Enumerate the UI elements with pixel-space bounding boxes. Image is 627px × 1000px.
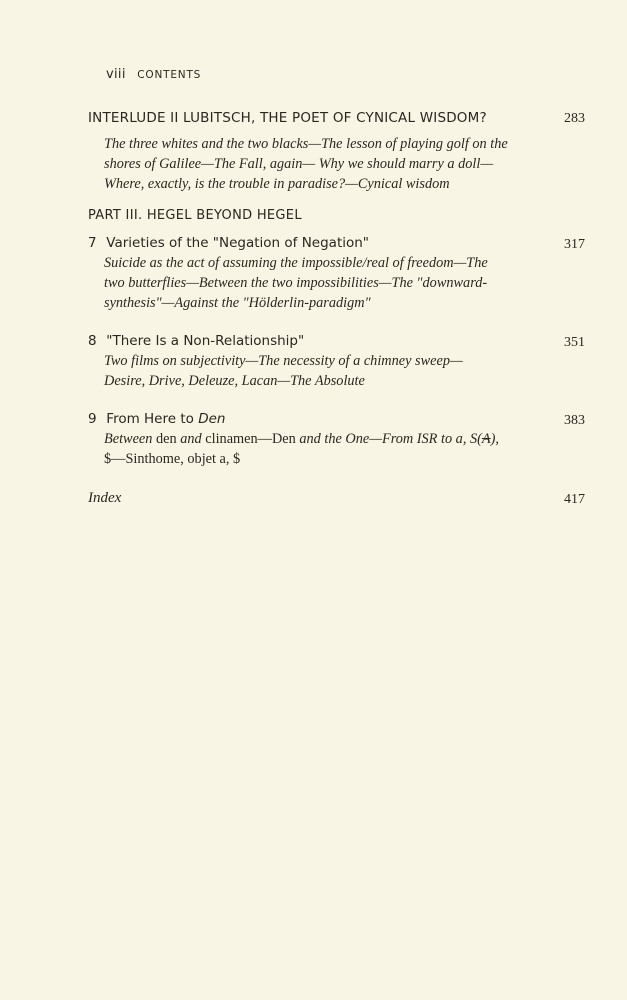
- chapter-number: 8: [88, 333, 97, 349]
- toc-entry-chapter-8: [88, 331, 588, 391]
- page-number: 351: [564, 335, 585, 350]
- entry-title: INTERLUDE II LUBITSCH, THE POET OF CYNICAL WISDOM?: [88, 110, 487, 126]
- chapter-number: 7: [88, 235, 97, 251]
- entry-description: [104, 253, 588, 314]
- toc-entry-chapter-9: [88, 409, 588, 469]
- chapter-title: From Here to Den: [106, 411, 226, 427]
- description-line: $—Sinthome, objet a, $: [104, 451, 241, 468]
- description-line: shores of Galilee—The Fall, again— Why we should marry a doll—: [104, 156, 494, 173]
- entry-description: [104, 429, 588, 469]
- description-line: synthesis"—Against the "Hölderlin-paradigm": [104, 295, 371, 312]
- description-line: Two films on subjectivity—The necessity of a chimney sweep—: [104, 353, 463, 369]
- entry-description: [104, 351, 588, 391]
- chapter-title: Varieties of the "Negation of Negation": [106, 235, 370, 251]
- description-line: Desire, Drive, Deleuze, Lacan—The Absolute: [104, 373, 365, 390]
- running-head: [106, 66, 201, 82]
- description-line: Suicide as the act of assuming the impossible/real of freedom—The: [104, 255, 488, 271]
- toc-entry-chapter-7: [88, 233, 588, 314]
- page-number: 383: [564, 413, 585, 428]
- entry-description: [104, 134, 588, 195]
- description-line: The three whites and the two blacks—The lesson of playing golf on the: [104, 136, 508, 152]
- part-heading: PART III. HEGEL BEYOND HEGEL: [88, 208, 302, 223]
- toc-entry-interlude: [88, 108, 588, 195]
- page-number: 283: [564, 111, 585, 126]
- index-label: Index: [88, 490, 122, 506]
- chapter-title: "There Is a Non-Relationship": [106, 333, 305, 349]
- entry-title: [88, 331, 588, 351]
- entry-title: [88, 409, 588, 429]
- folio-number: viii: [106, 67, 126, 82]
- description-line: two butterflies—Between the two impossibilities—The "downward-: [104, 275, 488, 292]
- page-number: 317: [564, 237, 585, 252]
- entry-title: [88, 233, 588, 253]
- toc-entry-index: [88, 489, 588, 507]
- page-number: 417: [564, 492, 585, 507]
- running-head-title: CONTENTS: [137, 69, 202, 81]
- description-line: Where, exactly, is the trouble in paradise?—Cynical wisdom: [104, 176, 450, 193]
- chapter-number: 9: [88, 411, 97, 427]
- description-line: Between den and clinamen—Den and the One—From ISR to a, S(A),: [104, 431, 499, 447]
